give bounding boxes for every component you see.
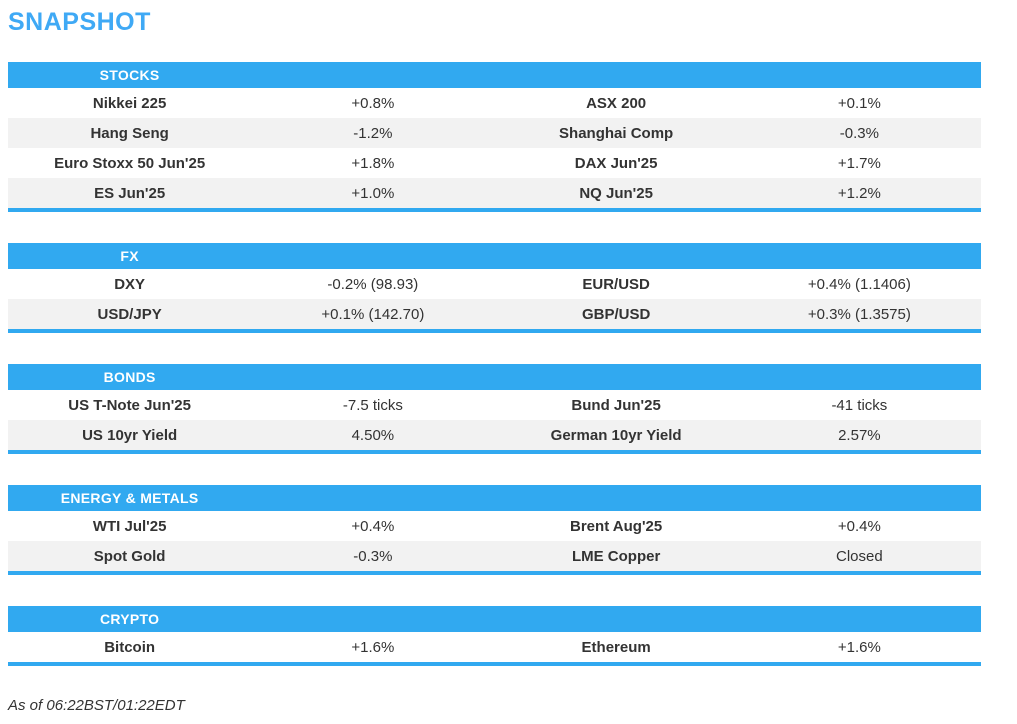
instrument-name: Shanghai Comp (559, 124, 674, 142)
section-title: CRYPTO (99, 611, 160, 627)
section-crypto (8, 606, 981, 666)
instrument-value: +0.1% (142.70) (321, 305, 425, 323)
instrument-value: Closed (836, 547, 883, 565)
table-row (8, 511, 981, 541)
instrument-value: +0.8% (351, 94, 395, 112)
section-title: STOCKS (99, 67, 160, 83)
table-row (8, 420, 981, 450)
instrument-name: Hang Seng (90, 124, 169, 142)
instrument-value: -1.2% (353, 124, 393, 142)
page-title: SNAPSHOT (8, 8, 151, 36)
snapshot-tables (8, 62, 1017, 666)
instrument-value: +0.1% (837, 94, 881, 112)
instrument-value: +1.8% (351, 154, 395, 172)
instrument-value: +0.4% (1.1406) (807, 275, 911, 293)
instrument-name: EUR/USD (582, 275, 650, 293)
section-fx (8, 243, 981, 333)
table-row (8, 118, 981, 148)
table-row (8, 178, 981, 208)
table-row (8, 148, 981, 178)
section-bonds (8, 364, 981, 454)
section-energy-metals (8, 485, 981, 575)
instrument-value: +1.6% (351, 638, 395, 656)
section-stocks (8, 62, 981, 212)
section-header-stocks (8, 62, 981, 88)
instrument-value: +1.2% (837, 184, 881, 202)
instrument-value: -0.2% (98.93) (327, 275, 419, 293)
instrument-value: -7.5 ticks (342, 396, 403, 414)
instrument-value: +1.7% (837, 154, 881, 172)
instrument-name: US T-Note Jun'25 (68, 396, 191, 414)
table-row (8, 299, 981, 329)
instrument-name: German 10yr Yield (550, 426, 682, 444)
instrument-value: -0.3% (353, 547, 393, 565)
instrument-value: -41 ticks (831, 396, 888, 414)
section-title: BONDS (103, 369, 156, 385)
section-header-bonds (8, 364, 981, 390)
instrument-value: 2.57% (838, 426, 881, 444)
instrument-name: ES Jun'25 (94, 184, 166, 202)
instrument-name: DAX Jun'25 (574, 154, 658, 172)
instrument-value: +0.4% (351, 517, 395, 535)
instrument-name: WTI Jul'25 (92, 517, 167, 535)
instrument-value: -0.3% (839, 124, 879, 142)
instrument-name: GBP/USD (581, 305, 651, 323)
instrument-name: Euro Stoxx 50 Jun'25 (54, 154, 206, 172)
section-header-energy-metals (8, 485, 981, 511)
instrument-value: 4.50% (351, 426, 395, 444)
instrument-value: +1.6% (837, 638, 881, 656)
instrument-name: USD/JPY (97, 305, 162, 323)
instrument-name: Bitcoin (104, 638, 156, 656)
timestamp-note: As of 06:22BST/01:22EDT (8, 697, 185, 714)
table-row (8, 88, 981, 118)
instrument-value: +0.4% (837, 517, 881, 535)
table-row (8, 390, 981, 420)
instrument-name: Bund Jun'25 (571, 396, 661, 414)
instrument-name: DXY (114, 275, 146, 293)
instrument-name: Ethereum (581, 638, 651, 656)
section-title: FX (120, 248, 139, 264)
table-row (8, 541, 981, 571)
section-header-crypto (8, 606, 981, 632)
instrument-name: Nikkei 225 (92, 94, 167, 112)
instrument-name: NQ Jun'25 (579, 184, 653, 202)
instrument-name: LME Copper (571, 547, 661, 565)
table-row (8, 269, 981, 299)
section-title: ENERGY & METALS (60, 490, 199, 506)
section-header-fx (8, 243, 981, 269)
table-row (8, 632, 981, 662)
instrument-name: Brent Aug'25 (570, 517, 663, 535)
instrument-name: ASX 200 (586, 94, 647, 112)
instrument-name: US 10yr Yield (82, 426, 178, 444)
instrument-name: Spot Gold (93, 547, 166, 565)
instrument-value: +0.3% (1.3575) (807, 305, 911, 323)
instrument-value: +1.0% (351, 184, 395, 202)
